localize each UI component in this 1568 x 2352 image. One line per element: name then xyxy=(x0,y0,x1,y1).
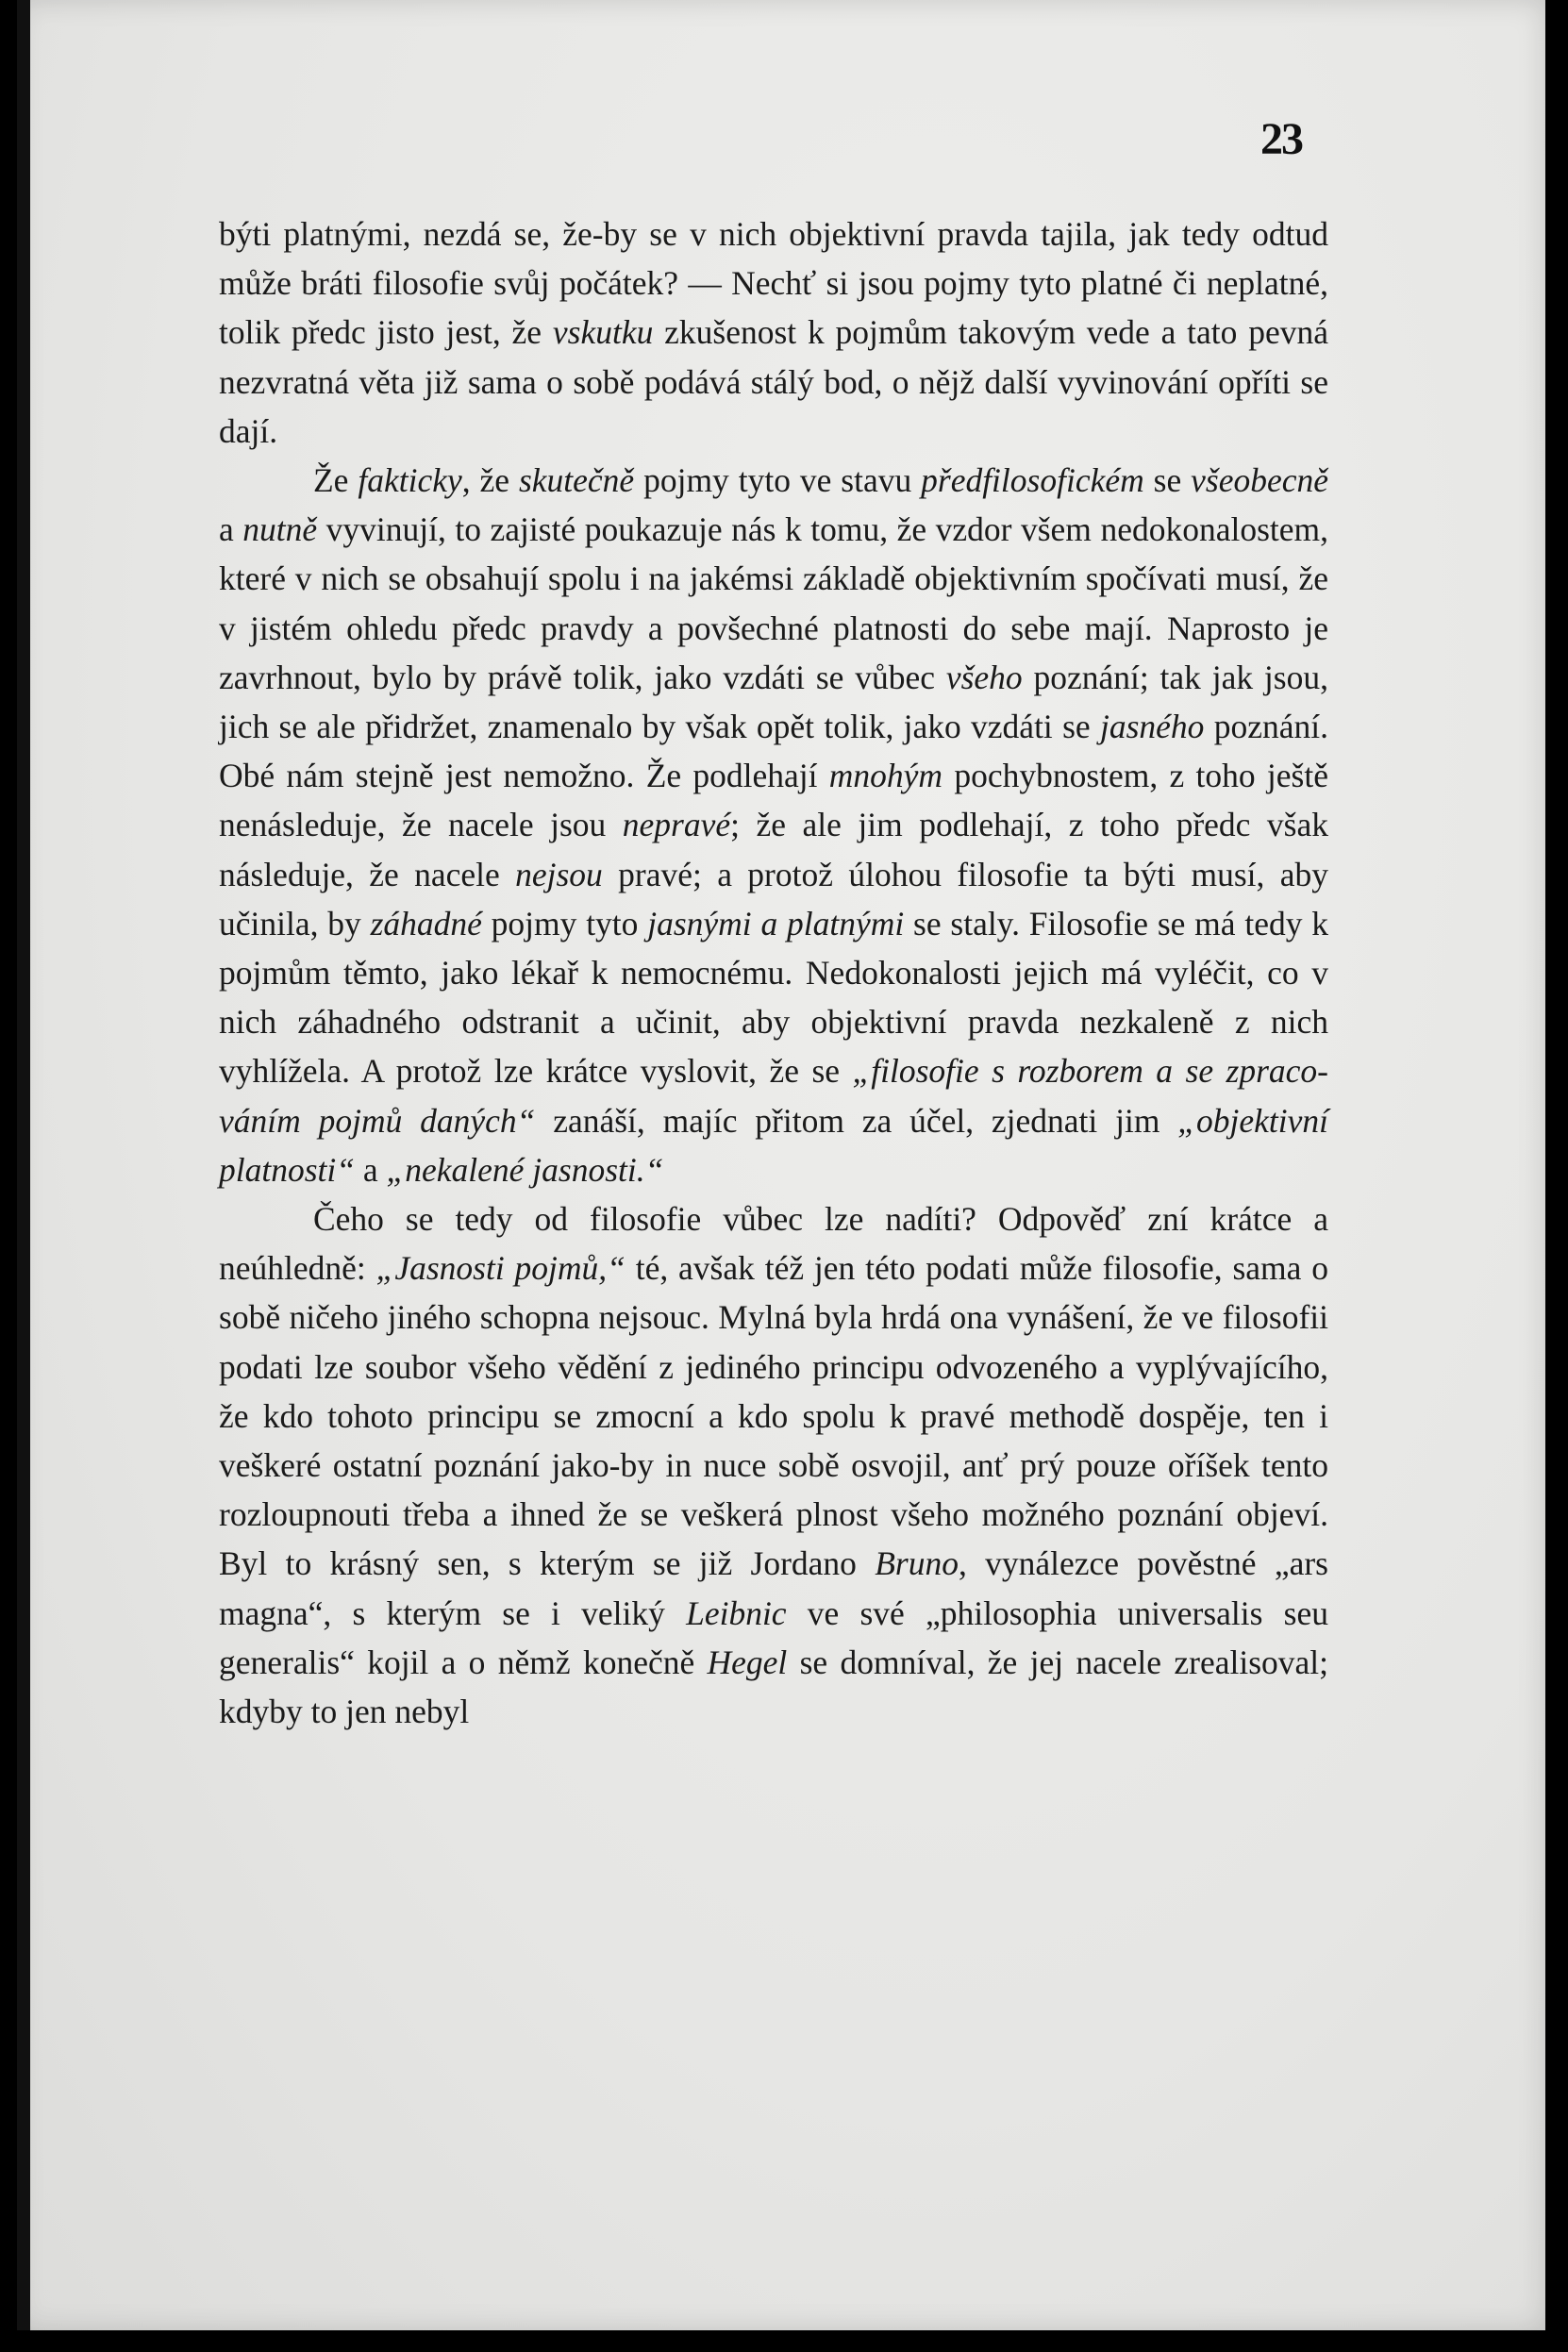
italic-text: jasnými a platnými xyxy=(647,904,905,942)
text-run: vyvinují, to zajisté poukazuje nás k tomu, že vzdor všem nedokonalostem, které v nich se obsahují spolu i na jakémsi základě objektivním spočívati musí, že v jistém ohledu předc pravdy a povšechné platnosti do sebe mají. Naprosto je zavrhnout, bylo by právě tolik, jako vzdáti se vůbec xyxy=(219,510,1328,696)
italic-text: „Jasnosti pojmů,“ xyxy=(375,1249,626,1288)
italic-text: mnohým xyxy=(828,757,943,795)
text-run: zkušenost k pojmům takovým vede a tato pevná nezvratná věta již sama o sobě podává stálý bod, o nějž další vyvinování opříti se dají. xyxy=(219,313,1328,450)
text-run: poznání. Obé nám stejně jest nemožno. Že podlehají xyxy=(219,708,1328,795)
italic-text: „nekalené jasnosti.“ xyxy=(386,1150,664,1189)
text-run: , vynálezce pověstné „ars magna“, s kterým se i veliký xyxy=(219,1544,1328,1632)
page-left-edge xyxy=(17,0,30,2330)
italic-text: Hegel xyxy=(707,1643,788,1681)
text-run: ; že ale jim podlehají, z toho předc však následuje, že nacele xyxy=(219,806,1328,893)
italic-text: nejsou xyxy=(515,855,603,893)
body-text xyxy=(219,209,1328,1736)
italic-text: „filosofie s rozborem a se zpracováním pojmů daných“ xyxy=(219,1052,1328,1140)
paragraph-2 xyxy=(219,456,1328,1194)
text-run: pravé; a protož úlohou filosofie ta býti musí, aby učinila, by xyxy=(219,855,1328,942)
italic-text: vskutku xyxy=(552,313,654,352)
italic-text: záhadné xyxy=(370,904,482,942)
italic-text: fakticky xyxy=(358,461,462,500)
page-number: 23 xyxy=(1260,114,1302,164)
text-run: , že xyxy=(461,461,519,500)
text-run: poznání; tak jak jsou, jich se ale přidržet, znamenalo by však opět tolik, jako vzdáti se xyxy=(219,658,1328,746)
text-run: pojmy tyto ve stavu xyxy=(634,461,922,500)
italic-text: Bruno xyxy=(875,1544,959,1583)
italic-text: předfilosofickém xyxy=(921,461,1144,500)
italic-text: nutně xyxy=(242,510,318,549)
text-run: býti platnými, nezdá se, že-by se v nich objektivní pravda tajila, jak tedy odtud může bráti filosofie svůj počátek? — Nechť si jsou pojmy tyto platné či neplatné, tolik předc jisto jest, že xyxy=(219,215,1328,352)
text-run: se staly. Filosofie se má tedy k pojmům těmto, jako lékař k nemocnému. Nedokonalosti jejich má vyléčit, co v nich záhadného odstranit a učinit, aby objektivní pravda nezkaleně z nich vyhlížela. A protož lze krátce vyslovit, že se xyxy=(219,904,1328,1091)
text-run: pojmy tyto xyxy=(481,904,648,942)
italic-text: nepravé xyxy=(622,806,731,844)
book-page xyxy=(17,0,1545,2330)
text-run: té, avšak též jen této podati může filosofie, sama o sobě ničeho jiného schopna nejsouc. Mylná byla hrdá ona vynášení, že ve filosofii podati lze soubor všeho vědění z jediného principu odvozeného a vyplývajícího, že kdo tohoto principu se zmocní a kdo spolu k pravé methodě dospěje, ten i veškeré ostatní poznání jako-by in nuce sobě osvojil, anť prý pouze oříšek tento rozloupnouti třeba a ihned že se veškerá plnost všeho možného poznání objeví. Byl to krásný sen, s kterým se již Jordano xyxy=(219,1249,1328,1583)
italic-text: všeho xyxy=(945,658,1023,696)
italic-text: všeobecně xyxy=(1191,461,1328,500)
paragraph-1 xyxy=(219,209,1328,456)
italic-text: „objektivní platnosti“ xyxy=(219,1101,1328,1189)
text-run: se domníval, že jej nacele zrealisoval; kdyby to jen nebyl xyxy=(219,1643,1328,1731)
italic-text: skutečně xyxy=(518,461,635,500)
text-run: a xyxy=(219,510,243,549)
text-run: Že xyxy=(313,461,359,500)
text-run: zanáší, majíc přitom za účel, zjednati jim xyxy=(535,1101,1178,1140)
text-run: pochybnostem, z toho ještě nenásleduje, že nacele jsou xyxy=(219,757,1328,844)
text-run: a xyxy=(355,1150,387,1189)
italic-text: jasného xyxy=(1099,708,1205,746)
text-run: ve své „philosophia universalis seu generalis“ kojil a o němž konečně xyxy=(219,1593,1328,1681)
text-run: se xyxy=(1143,461,1192,500)
italic-text: Leibnic xyxy=(686,1593,787,1632)
paragraph-3 xyxy=(219,1194,1328,1736)
text-run: Čeho se tedy od filosofie vůbec lze nadíti? Odpověď zní krátce a neúhledně: xyxy=(219,1200,1328,1288)
